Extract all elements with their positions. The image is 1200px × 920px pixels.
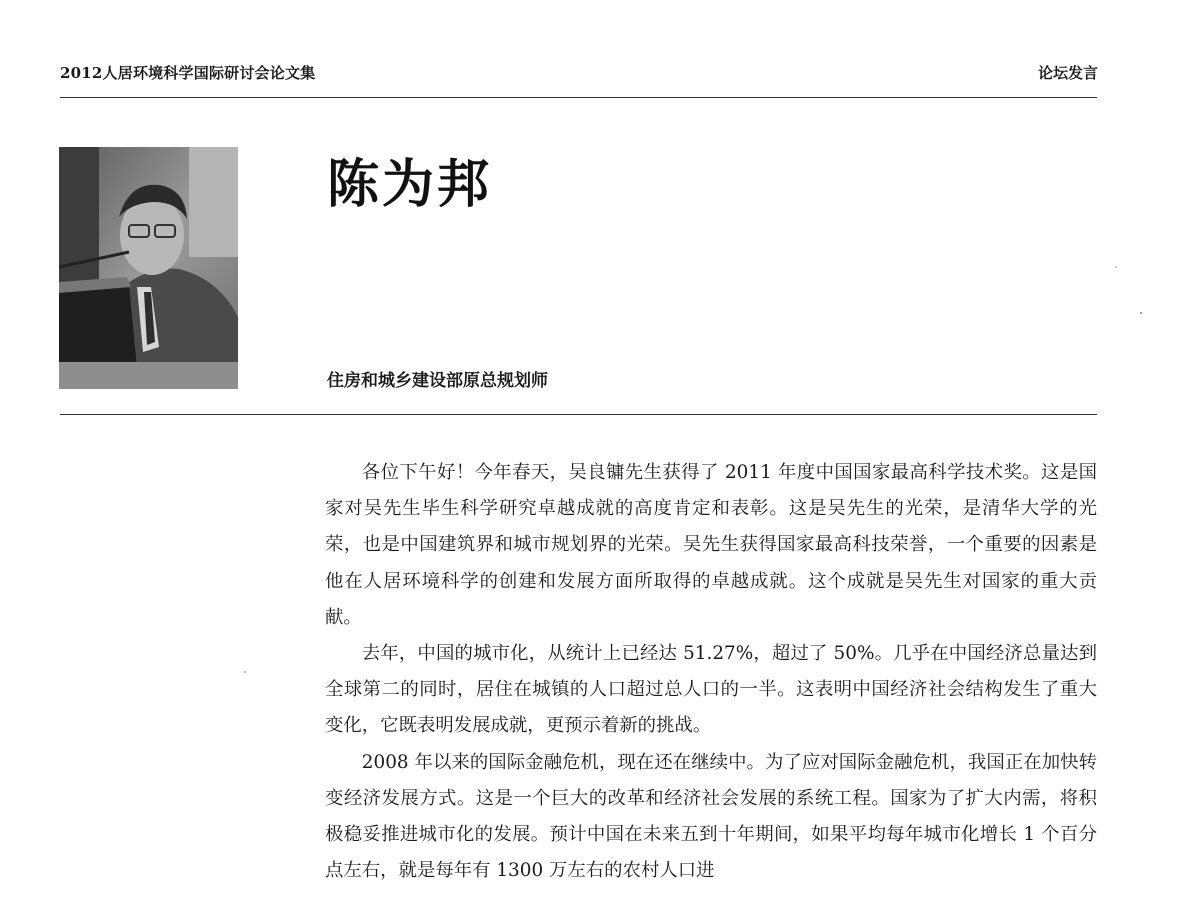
- running-header-title: 2012人居环境科学国际研讨会论文集: [60, 64, 316, 82]
- paragraph: 去年，中国的城市化，从统计上已经达 51.27%，超过了 50%。几乎在中国经济总量达到全球第二的同时，居住在城镇的人口超过总人口的一半。这表明中国经济社会结构发生了重大变化，它既表明发展成就，更预示着新的挑战。: [325, 643, 1097, 737]
- scan-speck: [244, 671, 246, 673]
- section-divider: [60, 414, 1097, 415]
- speech-body: [325, 455, 1097, 889]
- paragraph: 2008 年以来的国际金融危机，现在还在继续中。为了应对国际金融危机，我国正在加快转变经济发展方式。这是一个巨大的改革和经济社会发展的系统工程。国家为了扩大内需，将积极稳妥推进城市化的发展。预计中国在未来五到十年期间，如果平均每年城市化增长 1 个百分点左右，就是每年有 1300 万左右的农村人口进: [325, 751, 1097, 882]
- speaker-photo: [59, 147, 238, 389]
- scan-speck: [1140, 312, 1142, 314]
- running-header-section: 论坛发言: [1037, 64, 1098, 82]
- speaker-title: 住房和城乡建设部原总规划师: [327, 371, 548, 391]
- paragraph: 各位下午好！今年春天，吴良镛先生获得了 2011 年度中国国家最高科学技术奖。这是国家对吴先生毕生科学研究卓越成就的高度肯定和表彰。这是吴先生的光荣，是清华大学的光荣，也是中国建筑界和城市规划界的光荣。吴先生获得国家最高科技荣誉，一个重要的因素是他在人居环境科学的创建和发展方面所取得的卓越成就。这个成就是吴先生对国家的重大贡献。: [325, 462, 1097, 628]
- scan-speck: [1115, 266, 1117, 268]
- header-divider: [60, 97, 1097, 98]
- speaker-name: 陈为邦: [327, 155, 493, 215]
